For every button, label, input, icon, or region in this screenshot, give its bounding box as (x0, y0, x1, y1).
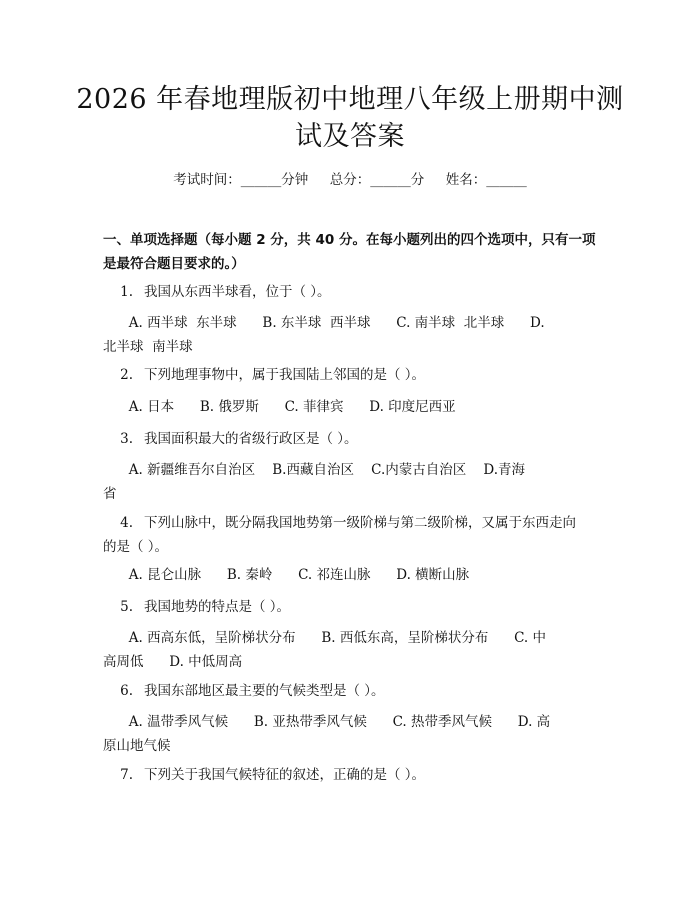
option-line: A. 温带季风气候 B. 亚热带季风气候 C. 热带季风气候 D. 高 (103, 714, 551, 730)
option-line: 北半球 南半球 (103, 339, 193, 355)
option-line: A. 西高东低，呈阶梯状分布 B. 西低东高，呈阶梯状分布 C. 中 (103, 630, 547, 646)
question-text-continued: 的是（ ）。 (103, 539, 169, 555)
question-text: 我国从东西半球看，位于（ ）。 (144, 284, 331, 300)
question-4-options (103, 563, 595, 587)
question-number: 7. (120, 767, 133, 783)
question-2-stem (103, 363, 595, 387)
question-text: 下列关于我国气候特征的叙述，正确的是（ ）。 (144, 767, 426, 783)
question-number: 4. (120, 515, 133, 531)
question-number: 3. (120, 431, 133, 447)
question-1-stem (103, 280, 595, 304)
option-line: 原山地气候 (103, 738, 171, 754)
question-3-stem (103, 427, 595, 451)
option-line: 高周低 D. 中低周高 (103, 654, 243, 670)
option-line: A. 西半球 东半球 B. 东半球 西半球 C. 南半球 北半球 D. (103, 315, 545, 331)
question-6-stem (103, 679, 595, 703)
question-5-options (103, 626, 595, 674)
question-1-options (103, 311, 595, 359)
section-heading-line-2: 是最符合题目要求的。） (103, 256, 245, 272)
question-3-options (103, 458, 595, 506)
exam-info: 考试时间：______分钟 总分：______分 姓名：______ (173, 172, 527, 188)
section-heading (103, 228, 603, 276)
question-text: 我国面积最大的省级行政区是（ ）。 (144, 431, 358, 447)
question-5-stem (103, 595, 595, 619)
question-number: 6. (120, 683, 133, 699)
option-line: 省 (103, 486, 117, 502)
option-line: A. 日本 B. 俄罗斯 C. 菲律宾 D. 印度尼西亚 (103, 399, 456, 415)
document-title-line-1: 2026 年春地理版初中地理八年级上册期中测 (76, 84, 624, 115)
question-text: 我国东部地区最主要的气候类型是（ ）。 (144, 683, 385, 699)
section-heading-line-1: 一、单项选择题（每小题 2 分，共 40 分。在每小题列出的四个选项中，只有一项 (103, 232, 596, 248)
question-7-stem (103, 763, 595, 787)
question-text: 我国地势的特点是（ ）。 (144, 599, 291, 615)
option-line: A. 昆仑山脉 B. 秦岭 C. 祁连山脉 D. 横断山脉 (103, 567, 470, 583)
question-number: 5. (120, 599, 133, 615)
option-line: A. 新疆维吾尔自治区 B.西藏自治区 C.内蒙古自治区 D.青海 (103, 462, 526, 478)
question-text: 下列山脉中，既分隔我国地势第一级阶梯与第二级阶梯，又属于东西走向 (144, 515, 576, 531)
question-4-stem (103, 511, 595, 559)
question-6-options (103, 710, 595, 758)
document-title-line-2: 试及答案 (295, 121, 405, 152)
question-number: 2. (120, 367, 133, 383)
question-text: 下列地理事物中，属于我国陆上邻国的是（ ）。 (144, 367, 426, 383)
question-2-options (103, 395, 595, 419)
question-number: 1. (120, 284, 133, 300)
